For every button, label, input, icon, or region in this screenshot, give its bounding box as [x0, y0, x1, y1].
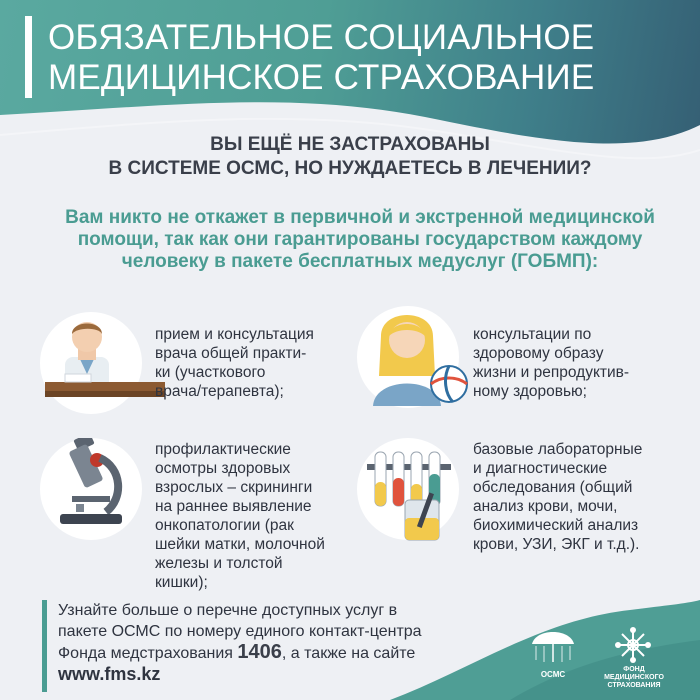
woman-volleyball-icon	[357, 306, 459, 408]
osms-logo-label: ОСМС	[540, 670, 566, 679]
item-screening-text	[155, 440, 325, 592]
title-accent-bar	[25, 16, 32, 98]
item-screening-line: на раннее выявление	[155, 498, 312, 515]
item-lifestyle-text	[473, 325, 629, 401]
footer-info	[58, 600, 458, 685]
fund-logo-line-1: ФОНД	[623, 666, 645, 673]
fund-logo-label	[600, 666, 668, 690]
item-screening-line: кишки);	[155, 574, 208, 591]
footer-accent-bar	[42, 600, 47, 692]
fund-logo-line-3: СТРАХОВАНИЯ	[607, 682, 661, 689]
footer-line-3-suffix: , а также на сайте	[281, 645, 416, 662]
item-screening-line: онкопатологии (рак	[155, 517, 294, 534]
item-lifestyle-line: здоровому образу	[473, 345, 604, 362]
item-screening-line: шейки матки, молочной	[155, 536, 325, 553]
item-doctor-line: ки (участкового	[155, 364, 266, 381]
footer-line-3	[58, 642, 458, 664]
test-tubes-icon	[357, 438, 459, 540]
footer-line-3-prefix: Фонда медстрахования	[58, 645, 238, 662]
item-lifestyle-line: консультации по	[473, 326, 592, 343]
page-title	[48, 18, 668, 98]
footer-line-2: пакете ОСМС по номеру единого контакт-центра	[58, 623, 422, 640]
item-lab-line: и диагностические	[473, 460, 608, 477]
question-heading	[0, 133, 700, 181]
item-doctor-text	[155, 325, 314, 401]
item-lab-line: обследования (общий	[473, 479, 633, 496]
item-lab-text	[473, 440, 642, 554]
contact-phone-number[interactable]: 1406	[237, 641, 282, 663]
intro-text	[40, 207, 680, 273]
footer-line-1: Узнайте больше о перечне доступных услуг в	[58, 602, 398, 619]
intro-line-3: человеку в пакете бесплатных медуслуг (ГОБМП):	[121, 251, 599, 272]
intro-line-2: помощи, так как они гарантированы государством каждому	[77, 229, 643, 250]
item-lab-line: анализ крови, мочи,	[473, 498, 618, 515]
item-lab-line: базовые лабораторные	[473, 441, 643, 458]
umbrella-logo-icon	[530, 626, 576, 670]
question-line-2: В СИСТЕМЕ ОСМС, НО НУЖДАЕТЕСЬ В ЛЕЧЕНИИ?	[108, 158, 592, 179]
item-screening-line: профилактические	[155, 441, 291, 458]
microscope-icon	[40, 438, 142, 540]
item-lifestyle-line: жизни и репродуктив-	[473, 364, 630, 381]
item-lab-line: биохимический анализ	[473, 517, 639, 534]
item-lab-line: крови, УЗИ, ЭКГ и т.д.).	[473, 536, 640, 553]
intro-line-1: Вам никто не откажет в первичной и экстренной медицинской	[65, 207, 655, 228]
item-screening-line: осмотры здоровых	[155, 460, 291, 477]
fund-logo-line-2: МЕДИЦИНСКОГО	[604, 674, 664, 681]
question-line-1: ВЫ ЕЩЁ НЕ ЗАСТРАХОВАНЫ	[210, 134, 490, 155]
item-doctor-line: врача общей практи-	[155, 345, 307, 362]
website-link[interactable]: www.fms.kz	[58, 664, 161, 684]
item-lifestyle-line: ному здоровью;	[473, 383, 587, 400]
doctor-icon	[40, 312, 142, 414]
item-screening-line: взрослых – скрининги	[155, 479, 313, 496]
fund-logo-icon	[615, 627, 651, 663]
title-line-1: ОБЯЗАТЕЛЬНОЕ СОЦИАЛЬНОЕ	[48, 18, 595, 57]
item-screening-line: железы и толстой	[155, 555, 283, 572]
item-doctor-line: прием и консультация	[155, 326, 314, 343]
item-doctor-line: врача/терапевта);	[155, 383, 284, 400]
title-line-2: МЕДИЦИНСКОЕ СТРАХОВАНИЕ	[48, 58, 595, 97]
